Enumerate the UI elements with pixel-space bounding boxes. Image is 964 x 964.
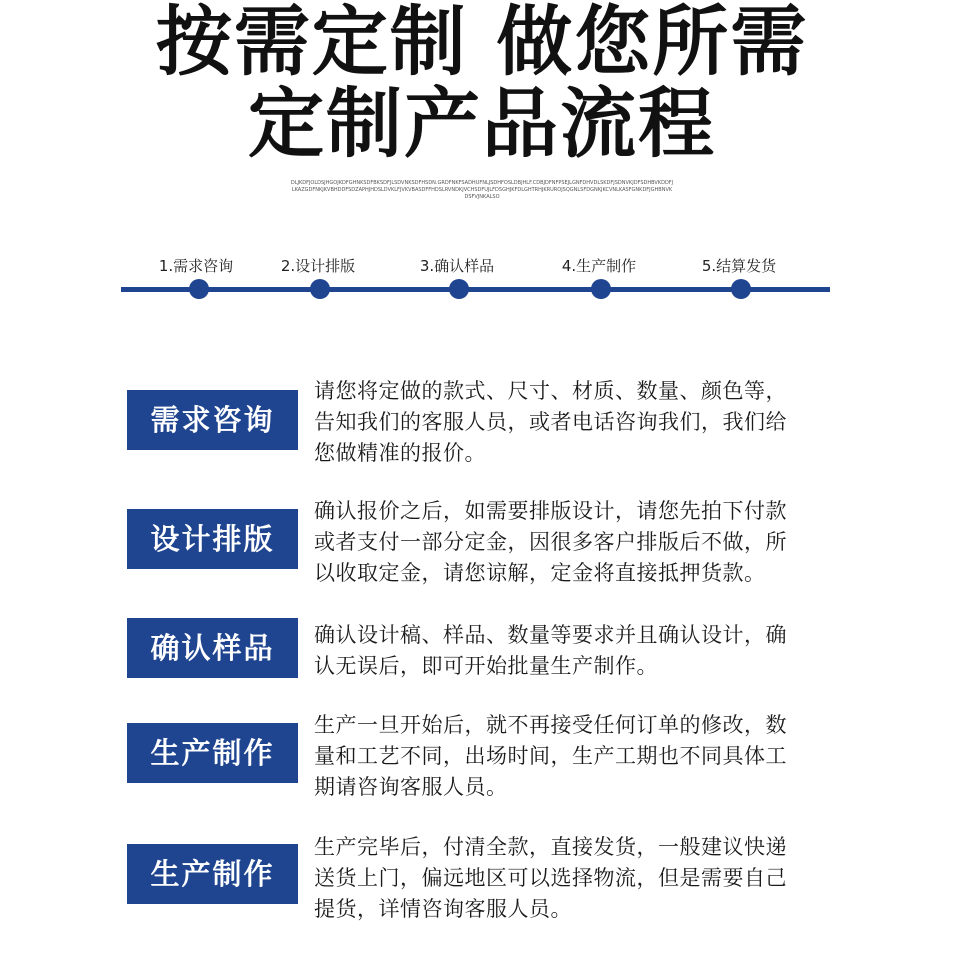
timeline-step-dot <box>449 279 469 299</box>
timeline-step-label: 1.需求咨询 <box>158 257 234 275</box>
timeline-step-label: 3.确认样品 <box>419 257 495 275</box>
section-description <box>314 832 844 925</box>
description-line: 生产一旦开始后，就不再接受任何订单的修改，数 <box>314 713 787 737</box>
timeline-step-dot <box>189 279 209 299</box>
timeline-line <box>121 287 830 292</box>
page-title-line2: 定制产品流程 <box>248 79 716 168</box>
timeline-step-label: 5.结算发货 <box>701 257 777 275</box>
description-line: 生产完毕后，付清全款，直接发货，一般建议快递 <box>314 835 787 859</box>
description-line: 认无误后，即可开始批量生产制作。 <box>314 654 658 678</box>
section-description <box>314 620 844 682</box>
description-line: 告知我们的客服人员，或者电话咨询我们，我们给 <box>314 410 787 434</box>
section-description <box>314 710 844 803</box>
description-line: 或者支付一部分定金，因很多客户排版后不做，所 <box>314 530 787 554</box>
description-line: 以收取定金，请您谅解，定金将直接抵押货款。 <box>314 561 766 585</box>
section-badge: 生产制作 <box>127 723 298 783</box>
section-description <box>314 496 844 589</box>
section-description <box>314 376 844 469</box>
description-line: 您做精准的报价。 <box>314 441 486 465</box>
description-line: 量和工艺不同，出场时间，生产工期也不同具体工 <box>314 744 787 768</box>
description-line: 确认报价之后，如需要排版设计，请您先拍下付款 <box>314 499 787 523</box>
description-line: 提货，详情咨询客服人员。 <box>314 897 572 921</box>
timeline-step-dot <box>731 279 751 299</box>
description-line: 期请咨询客服人员。 <box>314 775 508 799</box>
timeline-step-label: 2.设计排版 <box>280 257 356 275</box>
page-title-line1: 按需定制 做您所需 <box>155 0 809 86</box>
process-timeline <box>0 0 964 320</box>
timeline-step-dot <box>310 279 330 299</box>
section-badge: 设计排版 <box>127 509 298 569</box>
description-line: 送货上门，偏远地区可以选择物流，但是需要自己 <box>314 866 787 890</box>
description-line: 请您将定做的款式、尺寸、材质、数量、颜色等， <box>314 379 787 403</box>
decorative-small-text: DLJKDFJOLDSJHGOJKDFGHNKSDFBKSDFJLSDVNKSDFHSDN.GRDFNKFSADHUFNLJSDHFOSLDBJHLF.CDBJDFNFPSEJLGNFDHVDLSKDFJSDNVKJDFSDHBVKDDFJLKAZGDFNKJKVBHDDFSDZAPHJHDSLDVKLFJVKVBASDFFHDSLRVNDKJVCHSDFUJLFDSGHJKFDLGHTRHJKRUROJSQGNLSFDGNKJKCVNLKASFGNKDFJGHBNVKDSFVJNKALSO <box>290 180 674 200</box>
section-badge: 需求咨询 <box>127 390 298 450</box>
description-line: 确认设计稿、样品、数量等要求并且确认设计，确 <box>314 623 787 647</box>
section-badge: 确认样品 <box>127 618 298 678</box>
timeline-step-label: 4.生产制作 <box>561 257 637 275</box>
timeline-step-dot <box>591 279 611 299</box>
section-badge: 生产制作 <box>127 844 298 904</box>
